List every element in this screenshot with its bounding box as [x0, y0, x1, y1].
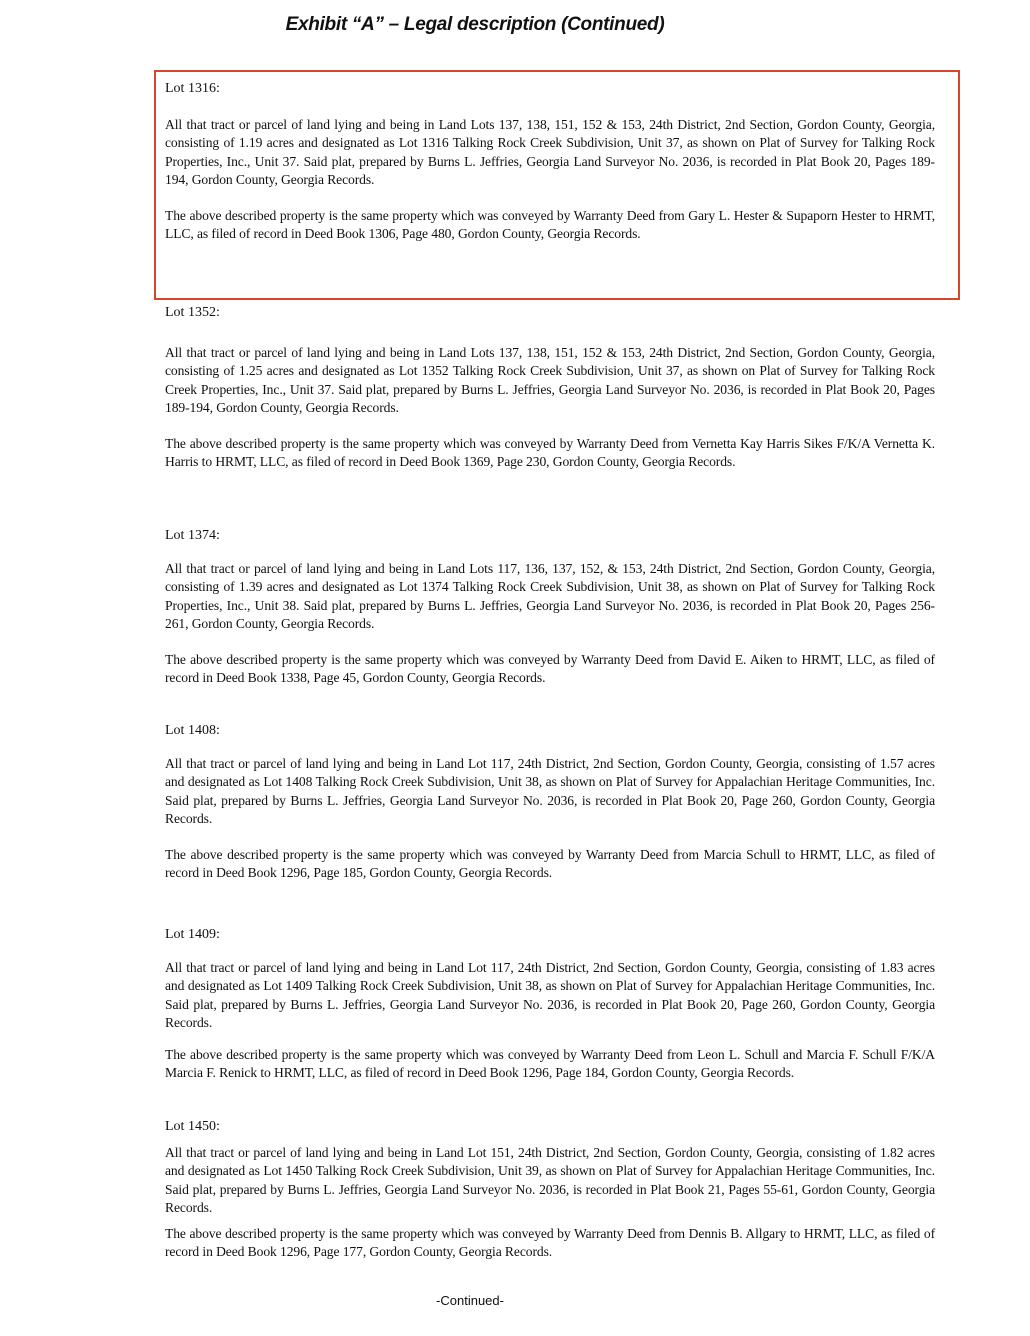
lot-description: All that tract or parcel of land lying and being in Land Lots 137, 138, 151, 152 & 153, 24th District, 2nd Section, Gordon County, Georgia, consisting of 1.25 acres and designated as Lot 1352 Talking Rock Creek Subdivision, Unit 37, as shown on Plat of Survey for Talking Rock Creek Properties, Inc., Unit 37. Said plat, prepared by Burns L. Jeffries, Georgia Land Surveyor No. 2036, is recorded in Plat Book 20, Pages 189-194, Gordon County, Georgia Records.	[165, 345, 935, 415]
lot-label: Lot 1408:	[165, 723, 220, 738]
lot-description: All that tract or parcel of land lying and being in Land Lot 117, 24th District, 2nd Section, Gordon County, Georgia, consisting of 1.57 acres and designated as Lot 1408 Talking Rock Creek Subdivision, Unit 38, as shown on Plat of Survey for Appalachian Heritage Communities, Inc. Said plat, prepared by Burns L. Jeffries, Georgia Land Surveyor No. 2036, is recorded in Plat Book 20, Page 260, Gordon County, Georgia Records.	[165, 756, 935, 826]
lot-section-1450	[165, 1118, 935, 1262]
lot-description: All that tract or parcel of land lying and being in Land Lot 151, 24th District, 2nd Section, Gordon County, Georgia, consisting of 1.82 acres and designated as Lot 1450 Talking Rock Creek Subdivision, Unit 39, as shown on Plat of Survey for Appalachian Heritage Communities, Inc. Said plat, prepared by Burns L. Jeffries, Georgia Land Surveyor No. 2036, is recorded in Plat Book 21, Pages 55-61, Gordon County, Georgia Records.	[165, 1145, 935, 1215]
lot-conveyance: The above described property is the same property which was conveyed by Warranty Deed from Vernetta Kay Harris Sikes F/K/A Vernetta K. Harris to HRMT, LLC, as filed of record in Deed Book 1369, Page 230, Gordon County, Georgia Records.	[165, 436, 935, 470]
lot-conveyance: The above described property is the same property which was conveyed by Warranty Deed from Leon L. Schull and Marcia F. Schull F/K/A Marcia F. Renick to HRMT, LLC, as filed of record in Deed Book 1296, Page 184, Gordon County, Georgia Records.	[165, 1047, 935, 1081]
lot-section-1352	[165, 304, 935, 472]
lot-conveyance: The above described property is the same property which was conveyed by Warranty Deed from Gary L. Hester & Supaporn Hester to HRMT, LLC, as filed of record in Deed Book 1306, Page 480, Gordon County, Georgia Records.	[165, 208, 935, 242]
lot-section-1409	[165, 926, 935, 1083]
lot-label: Lot 1409:	[165, 927, 220, 942]
lot-description: All that tract or parcel of land lying and being in Land Lots 117, 136, 137, 152, & 153, 24th District, 2nd Section, Gordon County, Georgia, consisting of 1.39 acres and designated as Lot 1374 Talking Rock Creek Subdivision, Unit 38, as shown on Plat of Survey for Talking Rock Properties, Inc., Unit 38. Said plat, prepared by Burns L. Jeffries, Georgia Land Surveyor No. 2036, is recorded in Plat Book 20, Pages 256-261, Gordon County, Georgia Records.	[165, 561, 935, 631]
lot-conveyance: The above described property is the same property which was conveyed by Warranty Deed from Dennis B. Allgary to HRMT, LLC, as filed of record in Deed Book 1296, Page 177, Gordon County, Georgia Records.	[165, 1226, 935, 1260]
page-title: Exhibit “A” – Legal description (Continued)	[285, 14, 665, 35]
lot-label: Lot 1352:	[165, 305, 220, 320]
lot-description: All that tract or parcel of land lying and being in Land Lot 117, 24th District, 2nd Section, Gordon County, Georgia, consisting of 1.83 acres and designated as Lot 1409 Talking Rock Creek Subdivision, Unit 38, as shown on Plat of Survey for Appalachian Heritage Communities, Inc. Said plat, prepared by Burns L. Jeffries, Georgia Land Surveyor No. 2036, is recorded in Plat Book 20, Page 260, Gordon County, Georgia Records.	[165, 960, 935, 1030]
lot-conveyance: The above described property is the same property which was conveyed by Warranty Deed from David E. Aiken to HRMT, LLC, as filed of record in Deed Book 1338, Page 45, Gordon County, Georgia Records.	[165, 652, 935, 686]
continued-footer: -Continued-	[436, 1293, 504, 1308]
lot-section-1408	[165, 722, 935, 883]
lot-section-1316	[165, 80, 935, 244]
lot-label: Lot 1374:	[165, 528, 220, 543]
lot-label: Lot 1450:	[165, 1119, 220, 1134]
lot-description: All that tract or parcel of land lying and being in Land Lots 137, 138, 151, 152 & 153, 24th District, 2nd Section, Gordon County, Georgia, consisting of 1.19 acres and designated as Lot 1316 Talking Rock Creek Subdivision, Unit 37, as shown on Plat of Survey for Talking Rock Properties, Inc., Unit 37. Said plat, prepared by Burns L. Jeffries, Georgia Land Surveyor No. 2036, is recorded in Plat Book 20, Pages 189-194, Gordon County, Georgia Records.	[165, 117, 935, 187]
lot-label: Lot 1316:	[165, 81, 220, 96]
lot-section-1374	[165, 527, 935, 688]
lot-conveyance: The above described property is the same property which was conveyed by Warranty Deed from Marcia Schull to HRMT, LLC, as filed of record in Deed Book 1296, Page 185, Gordon County, Georgia Records.	[165, 847, 935, 881]
